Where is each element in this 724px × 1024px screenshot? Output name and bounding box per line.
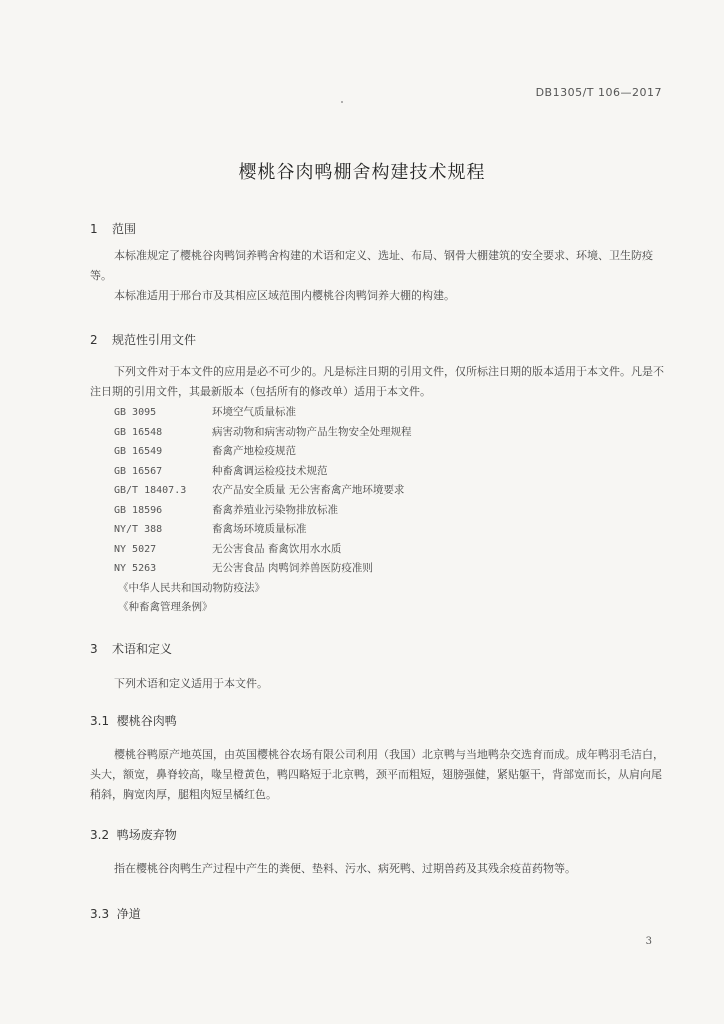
section-number: 3	[90, 642, 98, 656]
reference-title: 农产品安全质量 无公害畜禽产地环境要求	[212, 484, 405, 496]
law-reference: 《种畜禽管理条例》	[118, 601, 213, 613]
reference-title: 无公害食品 肉鸭饲养兽医防疫准则	[212, 562, 373, 574]
term-number: 3.3	[90, 907, 110, 921]
section-2-intro	[90, 362, 665, 402]
paragraph: 本标准规定了樱桃谷肉鸭饲养鸭舍构建的术语和定义、选址、布局、钢骨大棚建筑的安全要求、环境、卫生防疫等。	[90, 249, 653, 282]
reference-code: NY/T 388	[114, 524, 163, 535]
term-3-1-heading	[90, 712, 177, 729]
reference-code: GB 16567	[114, 465, 163, 477]
paragraph: 指在樱桃谷肉鸭生产过程中产生的粪便、垫料、污水、病死鸭、过期兽药及其残余疫苗药物等。	[114, 862, 576, 875]
section-title: 术语和定义	[112, 642, 173, 656]
term-3-1-body	[90, 745, 665, 805]
term-number: 3.2	[90, 828, 110, 842]
reference-list	[114, 403, 412, 618]
term-title: 净道	[116, 907, 141, 921]
section-title: 范围	[112, 222, 137, 236]
reference-code: GB 18596	[114, 504, 163, 516]
reference-item	[114, 501, 412, 521]
section-3-heading	[90, 640, 172, 657]
reference-item	[114, 540, 412, 560]
scan-speck	[341, 101, 343, 103]
reference-code: NY 5263	[114, 563, 157, 574]
section-1-body	[90, 246, 665, 306]
term-title: 鸭场废弃物	[116, 828, 177, 842]
law-reference: 《中华人民共和国动物防疫法》	[118, 581, 265, 594]
reference-item	[114, 403, 412, 423]
term-3-3-heading	[90, 905, 141, 922]
reference-code: GB 3095	[114, 407, 157, 418]
page-number: 3	[645, 936, 652, 947]
reference-item	[114, 481, 412, 501]
paragraph: 樱桃谷鸭原产地英国，由英国樱桃谷农场有限公司利用（我国）北京鸭与当地鸭杂交选育而成。成年鸭羽毛洁白，头大，额宽，鼻脊较高，喙呈橙黄色，鸭四略短于北京鸭，颈平而粗短，翅膀强健，紧贴躯干，背部宽而长，从肩向尾稍斜，胸宽肉厚，腿粗肉短呈橘红色。	[90, 748, 664, 801]
term-number: 3.1	[90, 714, 110, 728]
reference-item	[114, 423, 412, 443]
term-3-2-heading	[90, 826, 177, 843]
reference-title: 病害动物和病害动物产品生物安全处理规程	[212, 425, 412, 438]
paragraph: 下列文件对于本文件的应用是必不可少的。凡是标注日期的引用文件，仅所标注日期的版本适用于本文件。凡是不注日期的引用文件，其最新版本（包括所有的修改单）适用于本文件。	[90, 365, 664, 398]
paragraph: 下列术语和定义适用于本文件。	[114, 677, 268, 690]
term-title: 樱桃谷肉鸭	[116, 714, 177, 728]
reference-title: 种畜禽调运检疫技术规范	[212, 464, 328, 477]
reference-code: GB 16548	[114, 426, 163, 438]
section-1-heading	[90, 220, 136, 237]
reference-item	[114, 442, 412, 462]
section-2-heading	[90, 331, 196, 348]
reference-item	[114, 462, 412, 482]
reference-item	[114, 559, 412, 579]
section-3-intro	[90, 674, 665, 694]
reference-title: 无公害食品 畜禽饮用水水质	[212, 542, 342, 555]
reference-code: GB/T 18407.3	[114, 485, 187, 496]
section-number: 2	[90, 333, 98, 347]
reference-title: 环境空气质量标准	[212, 406, 296, 418]
section-title: 规范性引用文件	[112, 333, 197, 347]
reference-title: 畜禽场环境质量标准	[212, 523, 307, 535]
paragraph: 本标准适用于邢台市及其相应区域范围内樱桃谷肉鸭饲养大棚的构建。	[114, 289, 455, 302]
term-3-2-body	[90, 859, 665, 879]
reference-title: 畜禽产地检疫规范	[212, 445, 296, 457]
document-title: 樱桃谷肉鸭棚舍构建技术规程	[238, 162, 486, 183]
section-number: 1	[90, 222, 98, 236]
document-code: DB1305/T 106—2017	[535, 86, 662, 99]
reference-code: GB 16549	[114, 446, 163, 457]
reference-code: NY 5027	[114, 543, 157, 555]
reference-title: 畜禽养殖业污染物排放标准	[212, 503, 338, 516]
reference-item	[114, 520, 412, 540]
